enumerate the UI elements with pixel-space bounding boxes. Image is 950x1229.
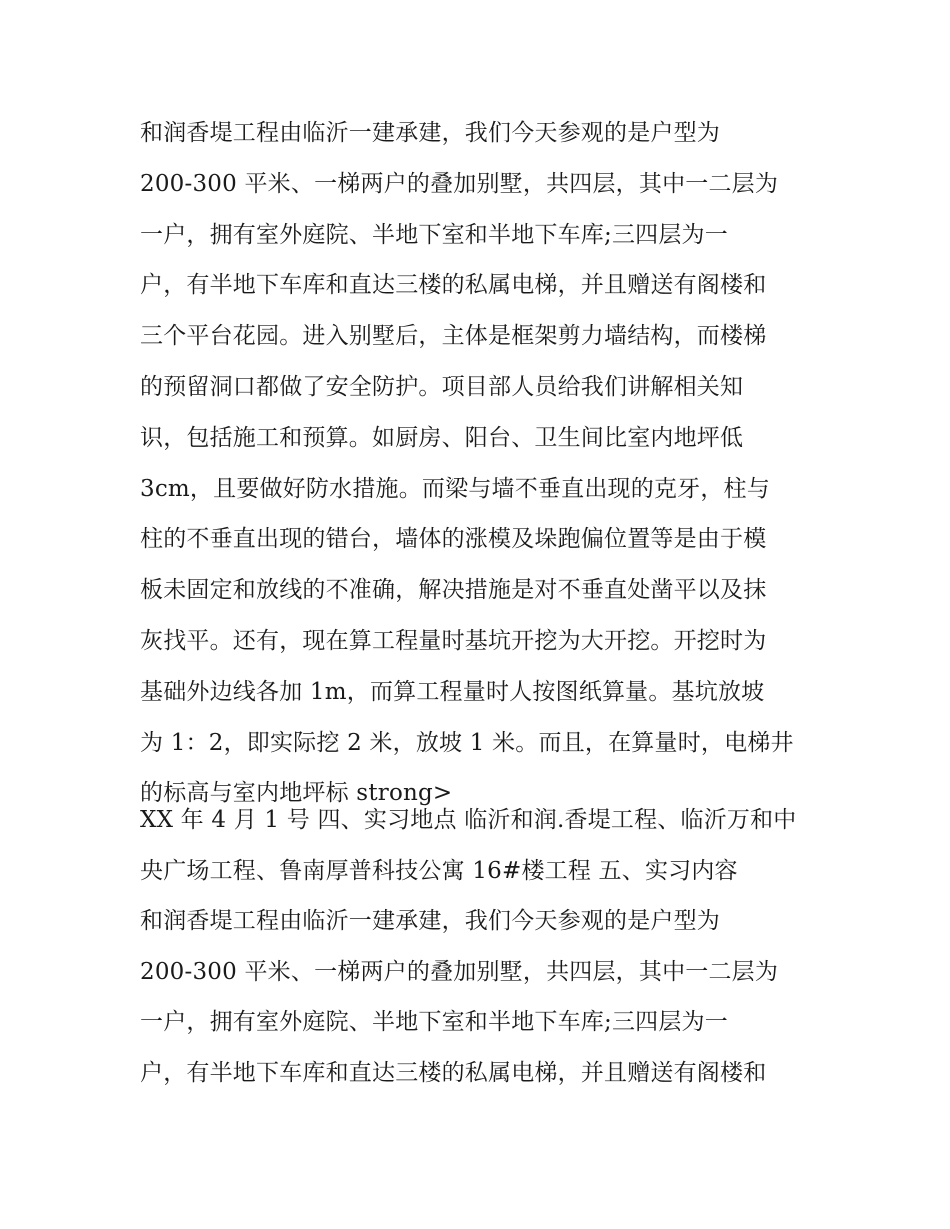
text-line: 板未固定和放线的不准确，解决措施是对不垂直处凿平以及抹	[140, 577, 767, 604]
text-line: 一户，拥有室外庭院、半地下室和半地下车库;三四层为一	[140, 221, 728, 248]
text-line: 央广场工程、鲁南厚普科技公寓 16#楼工程 五、实习内容	[140, 857, 738, 884]
text-line: 户，有半地下车库和直达三楼的私属电梯，并且赠送有阁楼和	[140, 1059, 767, 1086]
text-line: 识，包括施工和预算。如厨房、阳台、卫生间比室内地坪低	[140, 424, 744, 451]
text-line: 的标高与室内地坪标 strong>	[140, 780, 453, 807]
text-line: 一户，拥有室外庭院、半地下室和半地下车库;三四层为一	[140, 1009, 728, 1035]
text-line: 基础外边线各加 1m，而算工程量时人按图纸算量。基坑放坡	[140, 678, 765, 705]
text-line: 和润香堤工程由临沂一建承建，我们今天参观的是户型为	[140, 120, 720, 146]
text-line: 200-300 平米、一梯两户的叠加别墅，共四层，其中一二层为	[140, 170, 779, 197]
text-line: XX 年 4 月 1 号 四、实习地点 临沂和润.香堤工程、临沂万和中	[140, 807, 797, 833]
paragraph-first	[140, 108, 830, 819]
text-line: 200-300 平米、一梯两户的叠加别墅，共四层，其中一二层为	[140, 958, 779, 985]
text-line: 柱的不垂直出现的错台，墙体的涨模及垛跑偏位置等是由于模	[140, 526, 767, 553]
text-line: 的预留洞口都做了安全防护。项目部人员给我们讲解相关知	[140, 373, 744, 400]
text-line: 三个平台花园。进入别墅后，主体是框架剪力墙结构，而楼梯	[140, 323, 767, 350]
text-line: 户，有半地下车库和直达三楼的私属电梯，并且赠送有阁楼和	[140, 272, 767, 299]
text-line: 灰找平。还有，现在算工程量时基坑开挖为大开挖。开挖时为	[140, 627, 767, 654]
text-line: 3cm，且要做好防水措施。而梁与墙不垂直出现的克牙，柱与	[140, 475, 770, 502]
text-line: 和润香堤工程由临沂一建承建，我们今天参观的是户型为	[140, 908, 720, 934]
paragraph-second	[140, 795, 830, 1098]
text-line: 为 1：2，即实际挖 2 米，放坡 1 米。而且，在算量时，电梯井	[140, 729, 794, 756]
